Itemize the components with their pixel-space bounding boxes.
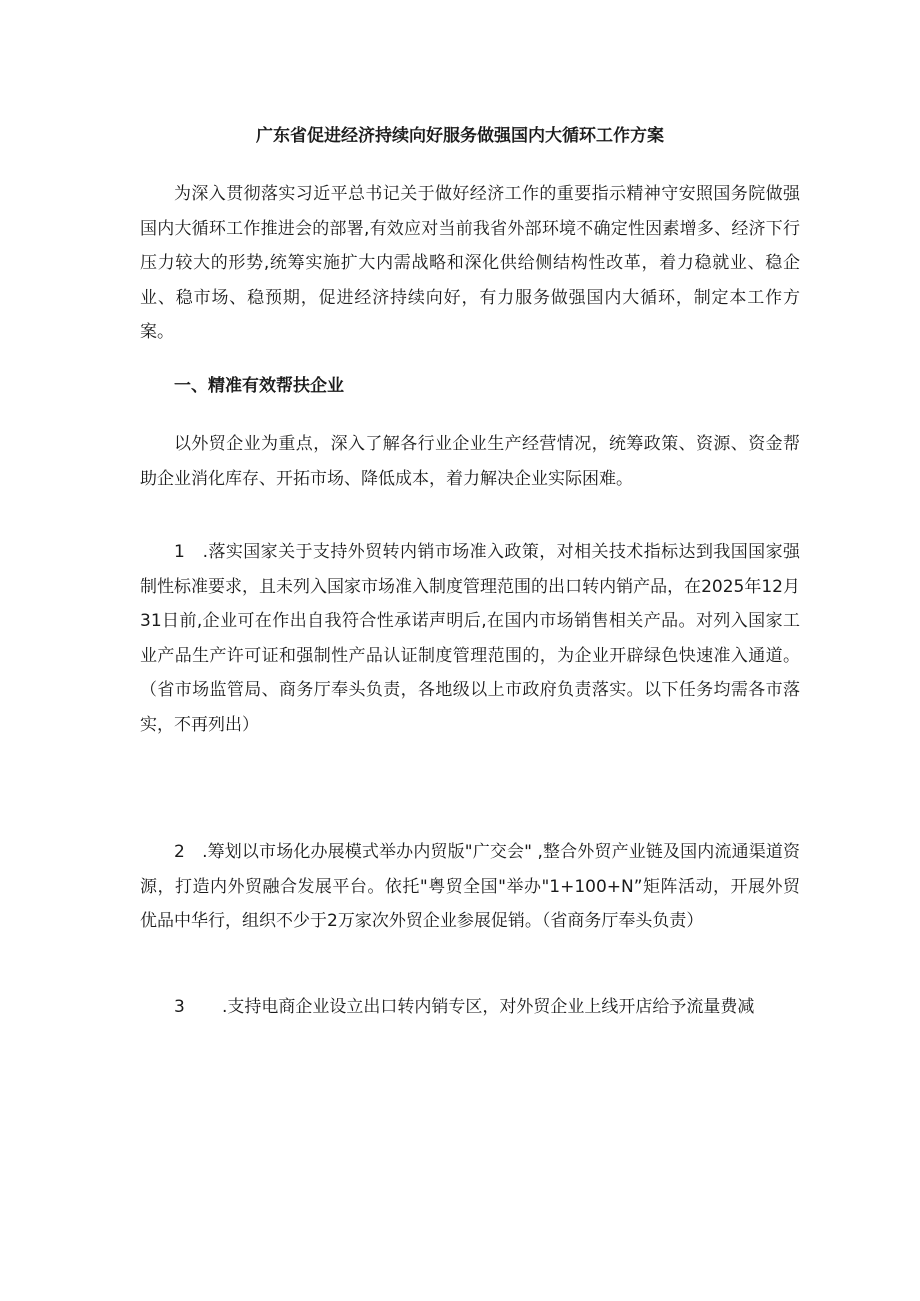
item-2-paragraph: 2 .筹划以市场化办展模式举办内贸版"广交会" ,整合外贸产业链及国内流通渠道资源，打造内外贸融合发展平台。依托"粤贸全国"举办"1+100+N”矩阵活动，开展外贸优品中华行，组织不少于2万家次外贸企业参展促销。（省商务厅奉头负责）: [140, 842, 800, 931]
document-title: 广东省促进经济持续向好服务做强国内大循环工作方案: [256, 126, 664, 146]
item-1-paragraph: 1 .落实国家关于支持外贸转内销市场准入政策，对相关技术指标达到我国国家强制性标准要求，且未列入国家市场准入制度管理范围的出口转内销产品，在2025年12月31日前,企业可在作出自我符合性承诺声明后,在国内市场销售相关产品。对列入国家工业产品生产许可证和强制性产品认证制度管理范围的，为企业开辟绿色快速准入通道。（省市场监管局、商务厅奉头负责，各地级以上市政府负责落实。以下任务均需各市落实，不再列出）: [140, 542, 800, 735]
intro-paragraph: 为深入贯彻落实习近平总书记关于做好经济工作的重要指示精神守安照国务院做强国内大循环工作推进会的部署,有效应对当前我省外部环境不确定性因素增多、经济下行压力较大的形势,统筹实施扩大内需战略和深化供给侧结构性改革，着力稳就业、稳企业、稳市场、稳预期，促进经济持续向好，有力服务做强国内大循环，制定本工作方案。: [140, 184, 800, 342]
section-heading: 一、精准有效帮扶企业: [174, 376, 344, 396]
section-intro-paragraph: 以外贸企业为重点，深入了解各行业企业生产经营情况，统筹政策、资源、资金帮助企业消化库存、开拓市场、降低成本，着力解决企业实际困难。: [140, 434, 800, 489]
item-3-number: 3: [174, 997, 185, 1017]
item-3-line: [174, 995, 754, 1019]
item-3-text: .支持电商企业设立出口转内销专区，对外贸企业上线开店给予流量费减: [222, 997, 755, 1017]
